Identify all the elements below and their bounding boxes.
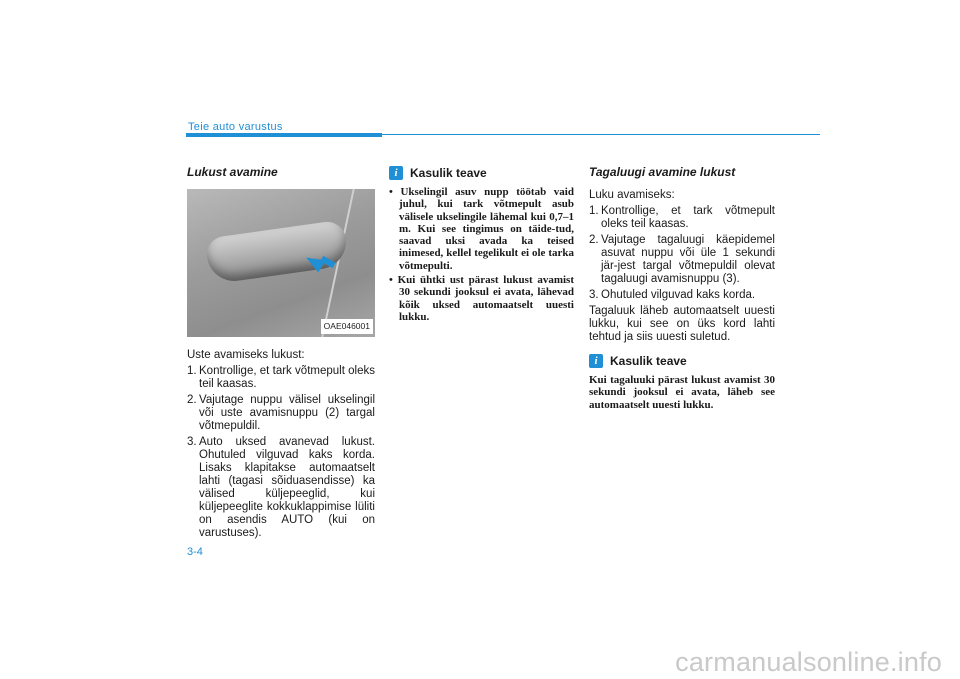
info-bullets <box>389 186 574 323</box>
section-header-title: Teie auto varustus <box>188 121 283 133</box>
info-icon: i <box>389 166 403 180</box>
info-box-title: i Kasulik teave <box>589 354 775 368</box>
list-item: 3. Auto uksed avanevad lukust. Ohutuled vilguvad kaks korda. Lisaks klapitakse automaatselt lahti (tagasi sõiduasendisse) ka välised küljepeeglid, kui küljepeeglite kokkuklappimise lüliti on asendis AUTO (kui on varustuses). <box>187 436 375 539</box>
list-item: • Kui ühtki ust pärast lukust avamist 30 sekundi jooksul ei avata, lähevad kõik uksed automaatselt uuesti lukku. <box>389 274 574 323</box>
header-rule <box>382 134 820 135</box>
tailgate-intro: Luku avamiseks: <box>589 189 675 201</box>
tailgate-steps <box>589 205 775 302</box>
left-column <box>187 162 375 543</box>
watermark: carmanualsonline.info <box>675 647 942 677</box>
unlock-steps <box>187 365 375 540</box>
info-icon: i <box>589 354 603 368</box>
tailgate-paragraph: Tagaluuk läheb automaatselt uuesti lukku, kui see on üks kord lahti tehtud ja siis uuesti suletud. <box>589 305 775 343</box>
list-item: 1. Kontrollige, et tark võtmepult oleks teil kaasas. <box>187 365 375 390</box>
tailgate-info-text: Kui tagaluuki pärast lukust avamist 30 sekundi jooksul ei avata, läheb see automaatselt uuesti lukku. <box>589 374 775 411</box>
list-item: 3. Ohutuled vilguvad kaks korda. <box>589 289 756 301</box>
right-column <box>589 162 775 411</box>
unlock-intro: Uste avamiseks lukust: <box>187 349 305 361</box>
page-number: 3-4 <box>187 546 203 558</box>
list-item: 1. Kontrollige, et tark võtmepult oleks teil kaasas. <box>589 205 775 230</box>
middle-column <box>389 162 574 325</box>
door-handle-photo <box>187 189 375 337</box>
header-accent-bar <box>186 133 382 137</box>
list-item: 2. Vajutage nuppu välisel ukselingil või uste avamisnuppu (2) targal võtmepuldil. <box>187 394 375 432</box>
door-handle <box>204 219 349 284</box>
photo-code: OAE046001 <box>321 319 373 334</box>
info-box-title: i Kasulik teave <box>389 166 574 180</box>
list-item: 2. Vajutage tagaluugi käepidemel asuvat nuppu või üle 1 sekundi jär-jest targal võtmepuldil olevat tagaluugi avamisnuppu (3). <box>589 234 775 285</box>
list-item: • Ukselingil asuv nupp töötab vaid juhul, kui tark võtmepult asub välisele ukselingile lähemal kui 0,7–1 m. Kui see tingimus on täide-tud, saavad uksi avada ka teised inimesed, kellel tegelikult ei ole tarka võtmepulti. <box>389 186 574 272</box>
section-title-unlocking: Lukust avamine <box>187 165 278 179</box>
section-title-tailgate: Tagaluugi avamine lukust <box>589 165 736 179</box>
